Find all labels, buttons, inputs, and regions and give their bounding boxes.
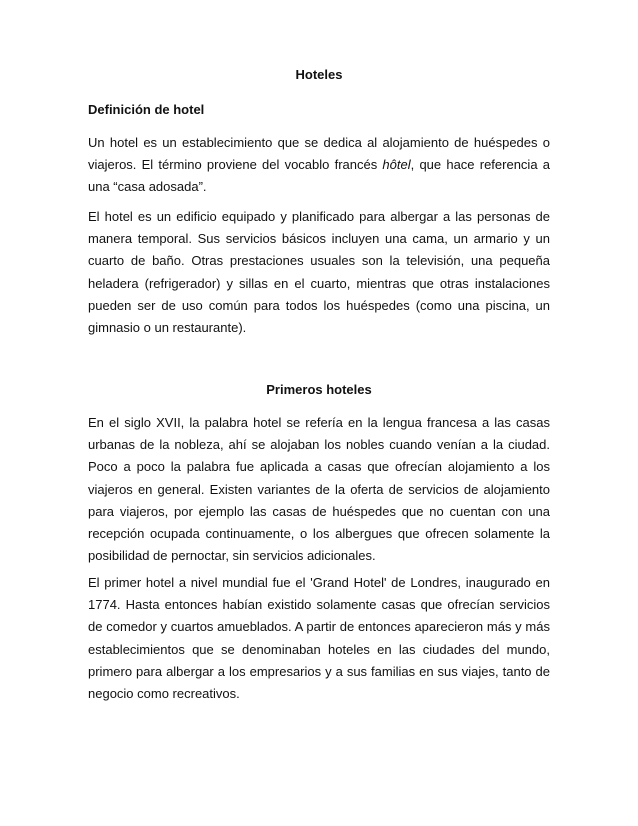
section-heading-definicion: Definición de hotel: [88, 102, 205, 117]
italic-term: hôtel: [382, 157, 411, 173]
paragraph-definicion-1: [88, 132, 550, 199]
paragraph-text: Un hotel es un establecimiento que se dedica al alojamiento de huéspedes o viajeros. El término proviene del vocablo francés: [88, 135, 550, 173]
section-heading-primeros-hoteles: Primeros hoteles: [266, 382, 372, 397]
paragraph-primeros-2: El primer hotel a nivel mundial fue el 'Grand Hotel' de Londres, inaugurado en 1774. Hasta entonces habían existido solamente casas que ofrecían servicios de comedor y cuartos amueblados. A partir de entonces aparecieron más y más establecimientos que se denominaban hoteles en las ciudades del mundo, primero para albergar a los empresarios y a sus familias en sus viajes, tanto de negocio como recreativos.: [88, 575, 550, 702]
paragraph-primeros-1: En el siglo XVII, la palabra hotel se refería en la lengua francesa a las casas urbanas de la nobleza, ahí se alojaban los nobles cuando venían a la ciudad. Poco a poco la palabra fue aplicada a casas que ofrecían alojamiento a los viajeros en general. Existen variantes de la oferta de servicios de alojamiento para viajeros, por ejemplo las casas de huéspedes que no cuentan con una recepción ocupada continuamente, o los albergues que ofrecen solamente la posibilidad de pernoctar, sin servicios adicionales.: [88, 415, 550, 564]
paragraph-definicion-2: El hotel es un edificio equipado y planificado para albergar a las personas de manera temporal. Sus servicios básicos incluyen una cama, un armario y un cuarto de baño. Otras prestaciones usuales son la televisión, una pequeña heladera (refrigerador) y sillas en el cuarto, mientras que otras instalaciones pueden ser de uso común para todos los huéspedes (como una piscina, un gimnasio o un restaurante).: [88, 209, 550, 336]
document-title: Hoteles: [295, 67, 343, 82]
paragraph-text: , que hace referencia a una “casa adosada”.: [88, 157, 550, 195]
